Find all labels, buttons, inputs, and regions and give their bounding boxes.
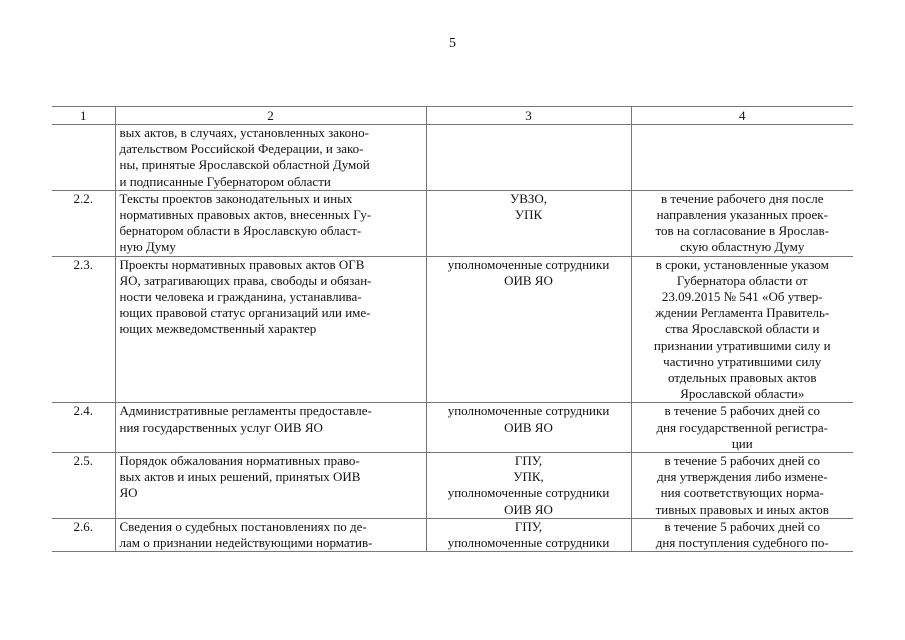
deadline-cell xyxy=(631,453,853,519)
description-cell xyxy=(115,125,426,191)
description-cell xyxy=(115,256,426,403)
responsible-cell xyxy=(426,125,631,191)
description-line: ЯО xyxy=(119,485,138,501)
deadline-cell xyxy=(631,256,853,403)
deadline-line: дня утверждения либо измене- xyxy=(656,469,828,485)
deadline-cell xyxy=(631,125,853,191)
deadline-line: тивных правовых и иных актов xyxy=(655,501,829,517)
table-row xyxy=(52,256,853,403)
responsible-line: УПК, xyxy=(513,469,544,485)
regulation-table xyxy=(52,106,853,552)
deadline-line: тов на согласование в Ярослав- xyxy=(655,223,829,239)
deadline-line: скую областную Думу xyxy=(680,239,805,255)
description-line: вых актов, в случаях, установленных законо- xyxy=(119,125,369,140)
column-header: 2 xyxy=(115,107,426,125)
responsible-cell xyxy=(426,403,631,453)
responsible-line: уполномоченные сотрудники xyxy=(447,485,610,501)
description-line: вых актов и иных решений, принятых ОИВ xyxy=(119,469,361,485)
description-line: бернатором области в Ярославскую област- xyxy=(119,223,362,239)
deadline-cell xyxy=(631,518,853,551)
deadline-line: дня государственной регистра- xyxy=(656,419,828,435)
responsible-line: ОИВ ЯО xyxy=(504,419,553,435)
deadline-line: ции xyxy=(731,435,753,451)
description-line: ную Думу xyxy=(119,239,176,255)
table-row xyxy=(52,403,853,453)
row-number-cell: 2.2. xyxy=(52,190,115,256)
description-line: ния государственных услуг ОИВ ЯО xyxy=(119,419,323,435)
column-header: 3 xyxy=(426,107,631,125)
description-line: ности человека и гражданина, устанавлива- xyxy=(119,289,362,305)
responsible-line: уполномоченные сотрудники xyxy=(447,403,610,419)
responsible-line: ГПУ, xyxy=(514,453,543,469)
deadline-line: ния соответствующих норма- xyxy=(660,485,824,501)
row-number-cell: 2.5. xyxy=(52,453,115,519)
description-line: ЯО, затрагивающих права, свободы и обязан- xyxy=(119,272,372,288)
column-header: 4 xyxy=(631,107,853,125)
page-number: 5 xyxy=(449,36,456,51)
deadline-cell xyxy=(631,403,853,453)
deadline-line: отдельных правовых актов xyxy=(667,370,817,386)
description-line: Проекты нормативных правовых актов ОГВ xyxy=(119,256,365,272)
table-row xyxy=(52,518,853,551)
description-cell xyxy=(115,453,426,519)
description-line: и подписанные Губернатором области xyxy=(119,173,331,189)
responsible-cell xyxy=(426,453,631,519)
deadline-line: частично утратившими силу xyxy=(663,353,822,369)
deadline-line: Ярославской области» xyxy=(680,386,805,402)
column-header: 1 xyxy=(52,107,115,125)
description-cell xyxy=(115,190,426,256)
deadline-line: в течение 5 рабочих дней со xyxy=(664,453,821,469)
deadline-line: в течение рабочего дня после xyxy=(661,190,824,206)
responsible-line: ОИВ ЯО xyxy=(504,501,553,517)
deadline-line: в течение 5 рабочих дней со xyxy=(664,518,821,534)
responsible-cell xyxy=(426,256,631,403)
description-line: лам о признании недействующими норматив- xyxy=(119,535,373,551)
description-line: Тексты проектов законодательных и иных xyxy=(119,190,353,206)
row-number-cell: 2.6. xyxy=(52,518,115,551)
responsible-line: уполномоченные сотрудники xyxy=(447,256,610,272)
table-row xyxy=(52,190,853,256)
description-line: Порядок обжалования нормативных право- xyxy=(119,453,360,469)
row-number-cell xyxy=(52,125,115,191)
responsible-line: ГПУ, xyxy=(514,518,543,534)
deadline-line: признании утратившими силу и xyxy=(653,337,831,353)
table-row xyxy=(52,453,853,519)
description-line: дательством Российской Федерации, и зако- xyxy=(119,141,364,157)
description-line: ющих правовой статус организаций или име- xyxy=(119,305,371,321)
deadline-line: в течение 5 рабочих дней со xyxy=(664,403,821,419)
description-line: ны, принятые Ярославской областной Думой xyxy=(119,157,370,173)
row-number-cell: 2.4. xyxy=(52,403,115,453)
responsible-line: УВЗО, xyxy=(509,190,548,206)
responsible-line: ОИВ ЯО xyxy=(504,272,553,288)
description-cell xyxy=(115,518,426,551)
deadline-line: направления указанных проек- xyxy=(656,207,828,223)
deadline-line: 23.09.2015 № 541 «Об утвер- xyxy=(661,289,823,305)
responsible-line: УПК xyxy=(514,207,543,223)
table-header-row xyxy=(52,107,853,125)
row-number-cell: 2.3. xyxy=(52,256,115,403)
responsible-cell xyxy=(426,518,631,551)
description-line: Административные регламенты предоставле- xyxy=(119,403,372,419)
deadline-line: ждении Регламента Правитель- xyxy=(655,305,830,321)
deadline-line: ства Ярославской области и xyxy=(665,321,820,337)
table-row xyxy=(52,125,853,191)
deadline-line: дня поступления судебного по- xyxy=(655,535,829,551)
responsible-line: уполномоченные сотрудники xyxy=(447,535,610,551)
deadline-cell xyxy=(631,190,853,256)
deadline-line: в сроки, установленные указом xyxy=(655,256,829,272)
description-line: нормативных правовых актов, внесенных Гу- xyxy=(119,207,372,223)
description-line: Сведения о судебных постановлениях по де- xyxy=(119,518,367,534)
description-cell xyxy=(115,403,426,453)
description-line: ющих межведомственный характер xyxy=(119,321,317,337)
deadline-line: Губернатора области от xyxy=(676,272,808,288)
responsible-cell xyxy=(426,190,631,256)
